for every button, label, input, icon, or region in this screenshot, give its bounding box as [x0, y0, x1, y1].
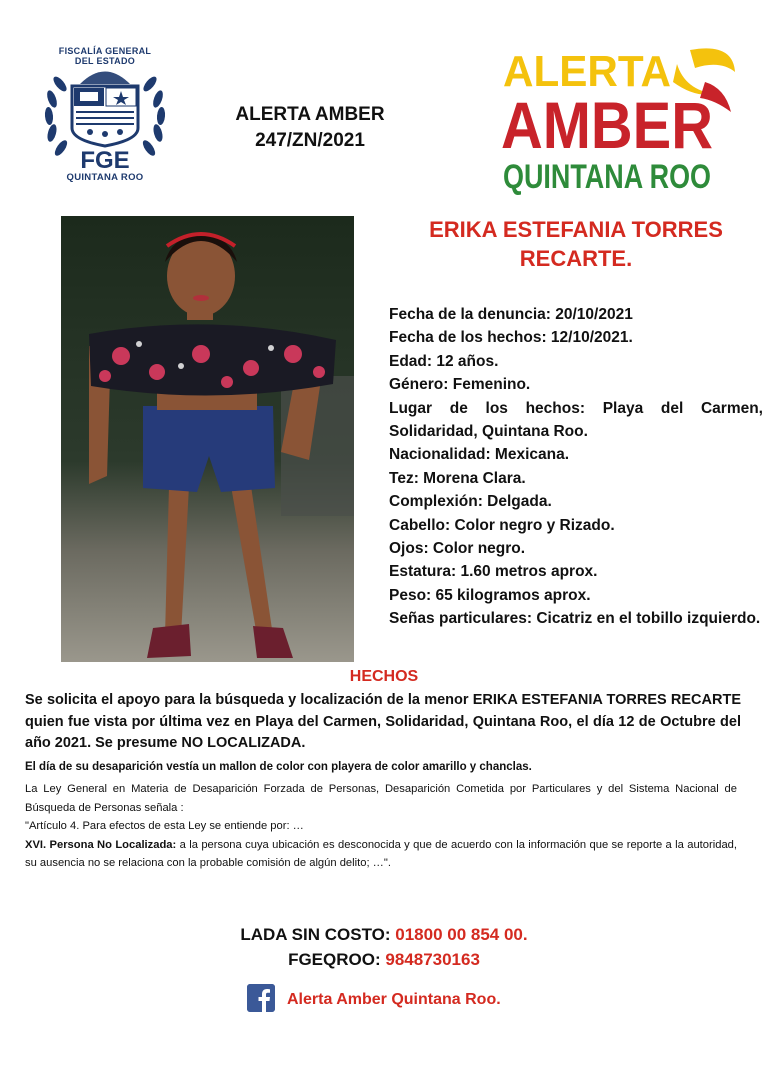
legal-text: [25, 780, 737, 873]
detail-hair: Cabello: Color negro y Rizado.: [389, 516, 615, 534]
legal-term: XVI. Persona No Localizada:: [25, 838, 177, 851]
fge-label: FGEQROO: [288, 950, 375, 969]
detail-location: Lugar de los hechos: Playa del Carmen, Solidaridad, Quintana Roo.: [389, 399, 763, 441]
alert-header: [210, 102, 410, 154]
person-details: [389, 303, 763, 631]
facebook-page-name[interactable]: [287, 991, 501, 1009]
lada-label: LADA SIN COSTO:: [240, 925, 396, 944]
fge-acronym: FGE: [80, 147, 130, 174]
detail-height: Estatura: 1.60 metros aprox.: [389, 563, 598, 581]
alert-number: 247/ZN/2021: [255, 130, 365, 151]
fge-state: QUINTANA ROO: [66, 172, 144, 183]
hechos-title: HECHOS: [349, 668, 419, 685]
fge-org-line2: DEL ESTADO: [74, 56, 136, 66]
hechos-body: Se solicita el apoyo para la búsqueda y localización de la menor ERIKA ESTEFANIA TORRES RECARTE quien fue vista por última vez en Playa del Carmen, Solidaridad, Quintana Roo, el día 12 de Octubre del año 2021. Se presume NO LOCALIZADA.: [25, 692, 741, 751]
laurel-right-icon: [141, 75, 166, 158]
detail-age: Edad: 12 años.: [389, 352, 499, 370]
missing-person-name: [390, 215, 762, 273]
detail-eyes: Ojos: Color negro.: [389, 540, 526, 558]
facebook-dot: .: [496, 991, 501, 1008]
legal-definition: a la persona cuya ubicación es desconocida y que de acuerdo con la información que se reporte a la autoridad, su ausencia no se relaciona con la probable comisión de algún delito; …".: [25, 838, 738, 869]
detail-report-date: Fecha de la denuncia: 20/10/2021: [389, 306, 633, 323]
amber-logo-line2: AMBER: [501, 88, 713, 162]
detail-weight: Peso: 65 kilogramos aprox.: [389, 586, 591, 604]
detail-distinguishing-marks: Señas particulares: Cicatriz en el tobillo izquierdo.: [389, 610, 761, 628]
toll-free-line: [0, 925, 768, 945]
alerta-amber-logo: [495, 42, 745, 202]
amber-logo-line1: ALERTA: [503, 47, 671, 96]
laurel-left-icon: [44, 75, 69, 158]
alert-title: ALERTA AMBER: [235, 104, 385, 125]
fgeqroo-line: [0, 950, 768, 970]
legal-definition-block: [25, 836, 737, 873]
fge-number[interactable]: 9848730163: [385, 950, 480, 969]
amber-logo-line3: QUINTANA ROO: [503, 158, 711, 196]
fge-shield-logo: [40, 44, 170, 184]
detail-build: Complexión: Delgada.: [389, 493, 552, 511]
detail-event-date: Fecha de los hechos: 12/10/2021.: [389, 329, 633, 347]
legal-article: "Artículo 4. Para efectos de esta Ley se entiende por: …: [25, 820, 304, 832]
name-line2: RECARTE.: [519, 246, 633, 271]
lada-number[interactable]: 01800 00 854 00.: [395, 925, 528, 944]
fge-sep: :: [374, 950, 386, 969]
detail-gender: Género: Femenino.: [389, 376, 531, 394]
legal-intro: La Ley General en Materia de Desaparición Forzada de Personas, Desaparición Cometida por Particulares y del Sistema Nacional de Búsqueda de Personas señala :: [25, 783, 737, 814]
person-photo: [61, 216, 354, 662]
detail-complexion: Tez: Morena Clara.: [389, 469, 526, 487]
facebook-page-label[interactable]: Alerta Amber Quintana Roo: [287, 991, 497, 1008]
clothing-description: El día de su desaparición vestía un mallon de color con playera de color amarillo y chanclas.: [25, 761, 532, 773]
name-line1: ERIKA ESTEFANIA TORRES: [429, 217, 723, 242]
facebook-icon[interactable]: [247, 984, 275, 1012]
detail-nationality: Nacionalidad: Mexicana.: [389, 446, 570, 464]
fge-org-line1: FISCALÍA GENERAL: [58, 46, 152, 56]
